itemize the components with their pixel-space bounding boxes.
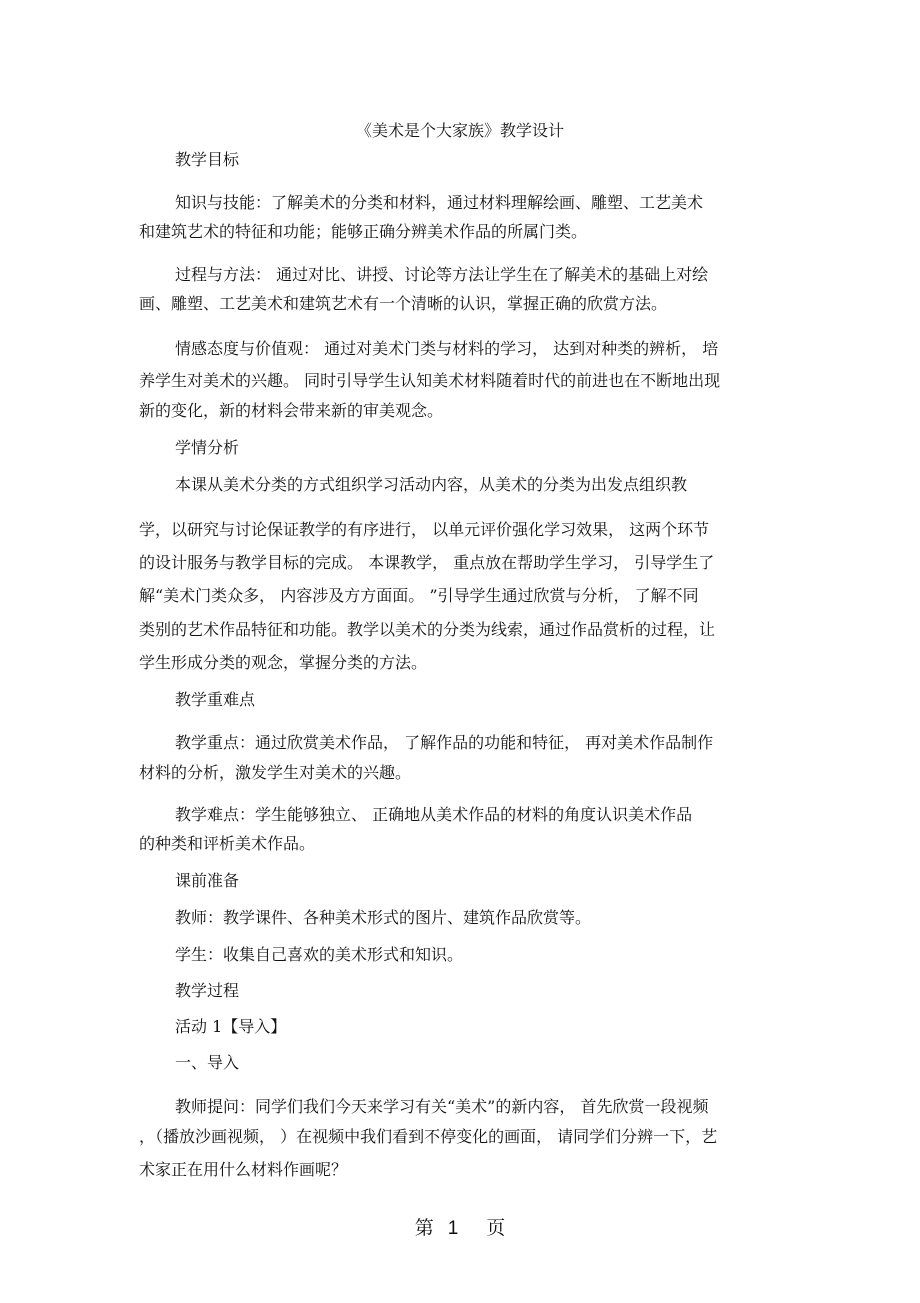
- paragraph-line: 知识与技能：了解美术的分类和材料，通过材料理解绘画、雕塑、工艺美术: [175, 193, 704, 212]
- page-number-suffix: 页: [486, 1217, 506, 1239]
- paragraph-line: 学，以研究与讨论保证教学的有序进行， 以单元评价强化学习效果， 这两个环节: [139, 520, 710, 539]
- paragraph-line: 情感态度与价值观： 通过对美术门类与材料的学习， 达到对种类的辨析， 培: [175, 339, 719, 358]
- paragraph-line: 类别的艺术作品特征和功能。教学以美术的分类为线索，通过作品赏析的过程，让: [139, 620, 716, 639]
- paragraph-line: 学生形成分类的观念，掌握分类的方法。: [139, 653, 428, 672]
- document-title: 《美术是个大家族》教学设计: [355, 121, 564, 140]
- paragraph-line: 学生：收集自己喜欢的美术形式和知识。: [175, 945, 464, 964]
- paragraph-line: 教学难点：学生能够独立、 正确地从美术作品的材料的角度认识美术作品: [175, 805, 693, 824]
- heading-key-points: 教学重难点: [175, 690, 256, 709]
- paragraph-line: 术家正在用什么材料作画呢？: [139, 1160, 348, 1179]
- paragraph-line: 的种类和评析美术作品。: [139, 834, 316, 853]
- heading-preparation: 课前准备: [175, 871, 240, 890]
- paragraph-line: 的设计服务与教学目标的完成。 本课教学， 重点放在帮助学生学习， 引导学生了: [139, 553, 715, 572]
- paragraph-line: 教师提问：同学们我们今天来学习有关“美术”的新内容， 首先欣赏一段视频: [175, 1097, 709, 1116]
- paragraph-line: 新的变化，新的材料会带来新的审美观念。: [139, 401, 444, 420]
- heading-activity: 活动 1【导入】: [175, 1017, 287, 1036]
- paragraph-line: 养学生对美术的兴趣。 同时引导学生认知美术材料随着时代的前进也在不断地出现: [139, 371, 721, 390]
- paragraph-line: 教学重点：通过欣赏美术作品， 了解作品的功能和特征， 再对美术作品制作: [175, 733, 714, 752]
- paragraph-line: 本课从美术分类的方式组织学习活动内容，从美术的分类为出发点组织教: [175, 475, 688, 494]
- paragraph-line: ，（播放沙画视频， ）在视频中我们看到不停变化的画面， 请同学们分辨一下，艺: [139, 1127, 718, 1146]
- heading-teaching-process: 教学过程: [175, 981, 240, 1000]
- page-number-prefix: 第: [414, 1217, 434, 1239]
- heading-teaching-goals: 教学目标: [175, 150, 240, 169]
- paragraph-line: 画、雕塑、工艺美术和建筑艺术有一个清晰的认识，掌握正确的欣赏方法。: [139, 294, 668, 313]
- page-number-footer: [0, 1213, 920, 1240]
- page-number: 1: [447, 1218, 459, 1239]
- paragraph-line: 解“美术门类众多， 内容涉及方方面面。 ”引导学生通过欣赏与分析， 了解不同: [139, 586, 699, 605]
- heading-intro: 一、导入: [175, 1053, 240, 1072]
- paragraph-line: 和建筑艺术的特征和功能；能够正确分辨美术作品的所属门类。: [139, 222, 588, 241]
- heading-student-analysis: 学情分析: [175, 438, 240, 457]
- paragraph-line: 教师：教学课件、各种美术形式的图片、建筑作品欣赏等。: [175, 908, 592, 927]
- paragraph-line: 材料的分析，激发学生对美术的兴趣。: [139, 763, 412, 782]
- paragraph-line: 过程与方法： 通过对比、讲授、讨论等方法让学生在了解美术的基础上对绘: [175, 265, 709, 284]
